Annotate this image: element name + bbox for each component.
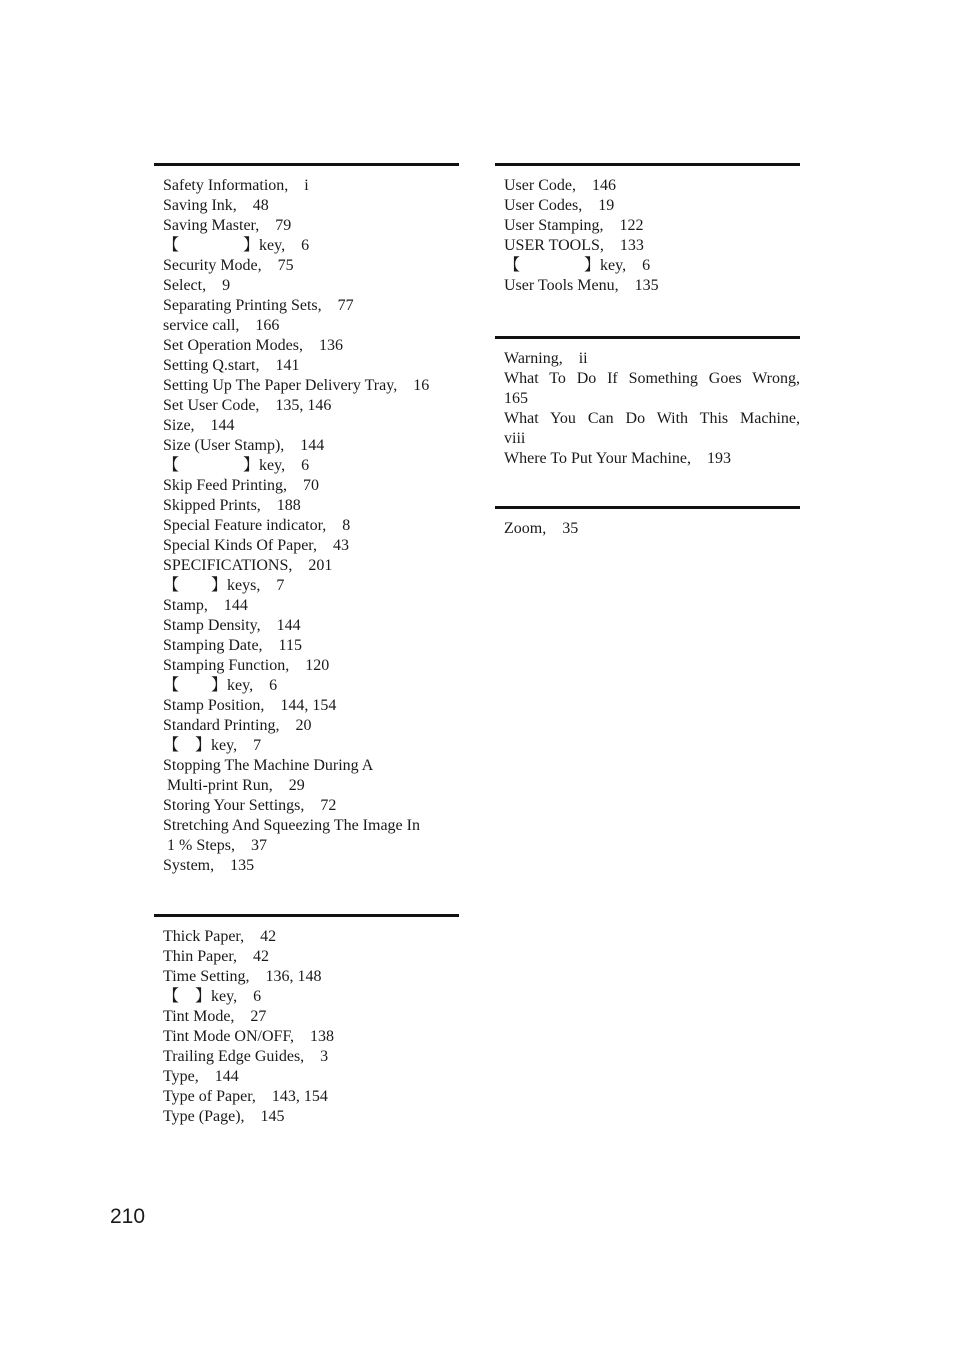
index-entry	[163, 756, 459, 796]
index-entry: User Stamping, 122	[504, 217, 644, 234]
index-section-w	[495, 336, 800, 469]
index-section-t	[154, 914, 459, 1127]
index-entry-continuation: 165	[504, 390, 528, 407]
index-entry: 【 】key, 7	[163, 737, 262, 754]
index-entry: Time Setting, 136, 148	[163, 968, 322, 985]
index-entry: USER TOOLS, 133	[504, 237, 644, 254]
index-entry: Security Mode, 75	[163, 257, 294, 274]
index-entry: Stamping Date, 115	[163, 637, 302, 654]
index-entry-list	[495, 166, 800, 296]
index-entry: service call, 166	[163, 317, 280, 334]
index-entry: Special Feature indicator, 8	[163, 517, 351, 534]
index-entry: Skip Feed Printing, 70	[163, 477, 320, 494]
index-entry: Special Kinds Of Paper, 43	[163, 537, 349, 554]
index-entry: Size, 144	[163, 417, 235, 434]
index-entry-line: Stretching And Squeezing The Image In	[163, 817, 420, 834]
index-entry: Type of Paper, 143, 154	[163, 1088, 328, 1105]
index-entry: Tint Mode ON/OFF, 138	[163, 1028, 335, 1045]
index-entry: Stamp Position, 144, 154	[163, 697, 337, 714]
index-entry-continuation: 1 % Steps, 37	[167, 837, 268, 854]
index-entry: Set Operation Modes, 136	[163, 337, 343, 354]
index-entry: 【 】key, 6	[163, 677, 278, 694]
index-entry-continuation: viii	[504, 430, 526, 447]
index-entry: Type, 144	[163, 1068, 239, 1085]
index-entry	[504, 409, 800, 449]
index-section-s	[154, 163, 459, 876]
index-entry: Set User Code, 135, 146	[163, 397, 332, 414]
index-entry: Warning, ii	[504, 350, 588, 367]
index-entry: Setting Up The Paper Delivery Tray, 16	[163, 377, 430, 394]
index-entry: Size (User Stamp), 144	[163, 437, 325, 454]
index-entry-list	[495, 509, 800, 539]
index-entry: Stamp Density, 144	[163, 617, 301, 634]
index-entry	[504, 369, 800, 409]
index-entry: System, 135	[163, 857, 255, 874]
index-entry: Select, 9	[163, 277, 231, 294]
index-entry: 【 】key, 6	[163, 237, 310, 254]
index-entry-line: Stopping The Machine During A	[163, 757, 374, 774]
index-entry-list	[154, 917, 459, 1127]
index-entry: 【 】key, 6	[163, 988, 262, 1005]
index-entry-line: What You Can Do With This Machine,	[504, 410, 800, 427]
index-entry: Stamp, 144	[163, 597, 248, 614]
index-entry-line: What To Do If Something Goes Wrong,	[504, 370, 800, 387]
index-entry: 【 】key, 6	[163, 457, 310, 474]
index-entry: Storing Your Settings, 72	[163, 797, 337, 814]
page-number: 210	[110, 1205, 146, 1228]
index-entry: Skipped Prints, 188	[163, 497, 301, 514]
index-entry: Safety Information, i	[163, 177, 309, 194]
index-entry: Standard Printing, 20	[163, 717, 312, 734]
index-entry: Tint Mode, 27	[163, 1008, 267, 1025]
index-entry: Saving Ink, 48	[163, 197, 269, 214]
index-entry: User Code, 146	[504, 177, 616, 194]
index-entry: Setting Q.start, 141	[163, 357, 300, 374]
index-entry: Stamping Function, 120	[163, 657, 330, 674]
index-entry	[163, 816, 459, 856]
index-section-u	[495, 163, 800, 296]
index-entry: Trailing Edge Guides, 3	[163, 1048, 329, 1065]
index-entry-continuation: Multi-print Run, 29	[167, 777, 305, 794]
index-entry: Separating Printing Sets, 77	[163, 297, 354, 314]
index-entry: Thick Paper, 42	[163, 928, 277, 945]
index-entry: 【 】keys, 7	[163, 577, 285, 594]
index-entry-list	[154, 166, 459, 876]
index-entry: SPECIFICATIONS, 201	[163, 557, 333, 574]
index-entry: 【 】key, 6	[504, 257, 651, 274]
index-entry: Zoom, 35	[504, 520, 579, 537]
index-section-z	[495, 506, 800, 539]
index-entry: User Tools Menu, 135	[504, 277, 659, 294]
index-entry: Thin Paper, 42	[163, 948, 270, 965]
index-entry: Type (Page), 145	[163, 1108, 285, 1125]
index-entry: Where To Put Your Machine, 193	[504, 450, 732, 467]
index-entry: Saving Master, 79	[163, 217, 292, 234]
index-entry-list	[495, 339, 800, 469]
index-entry: User Codes, 19	[504, 197, 615, 214]
